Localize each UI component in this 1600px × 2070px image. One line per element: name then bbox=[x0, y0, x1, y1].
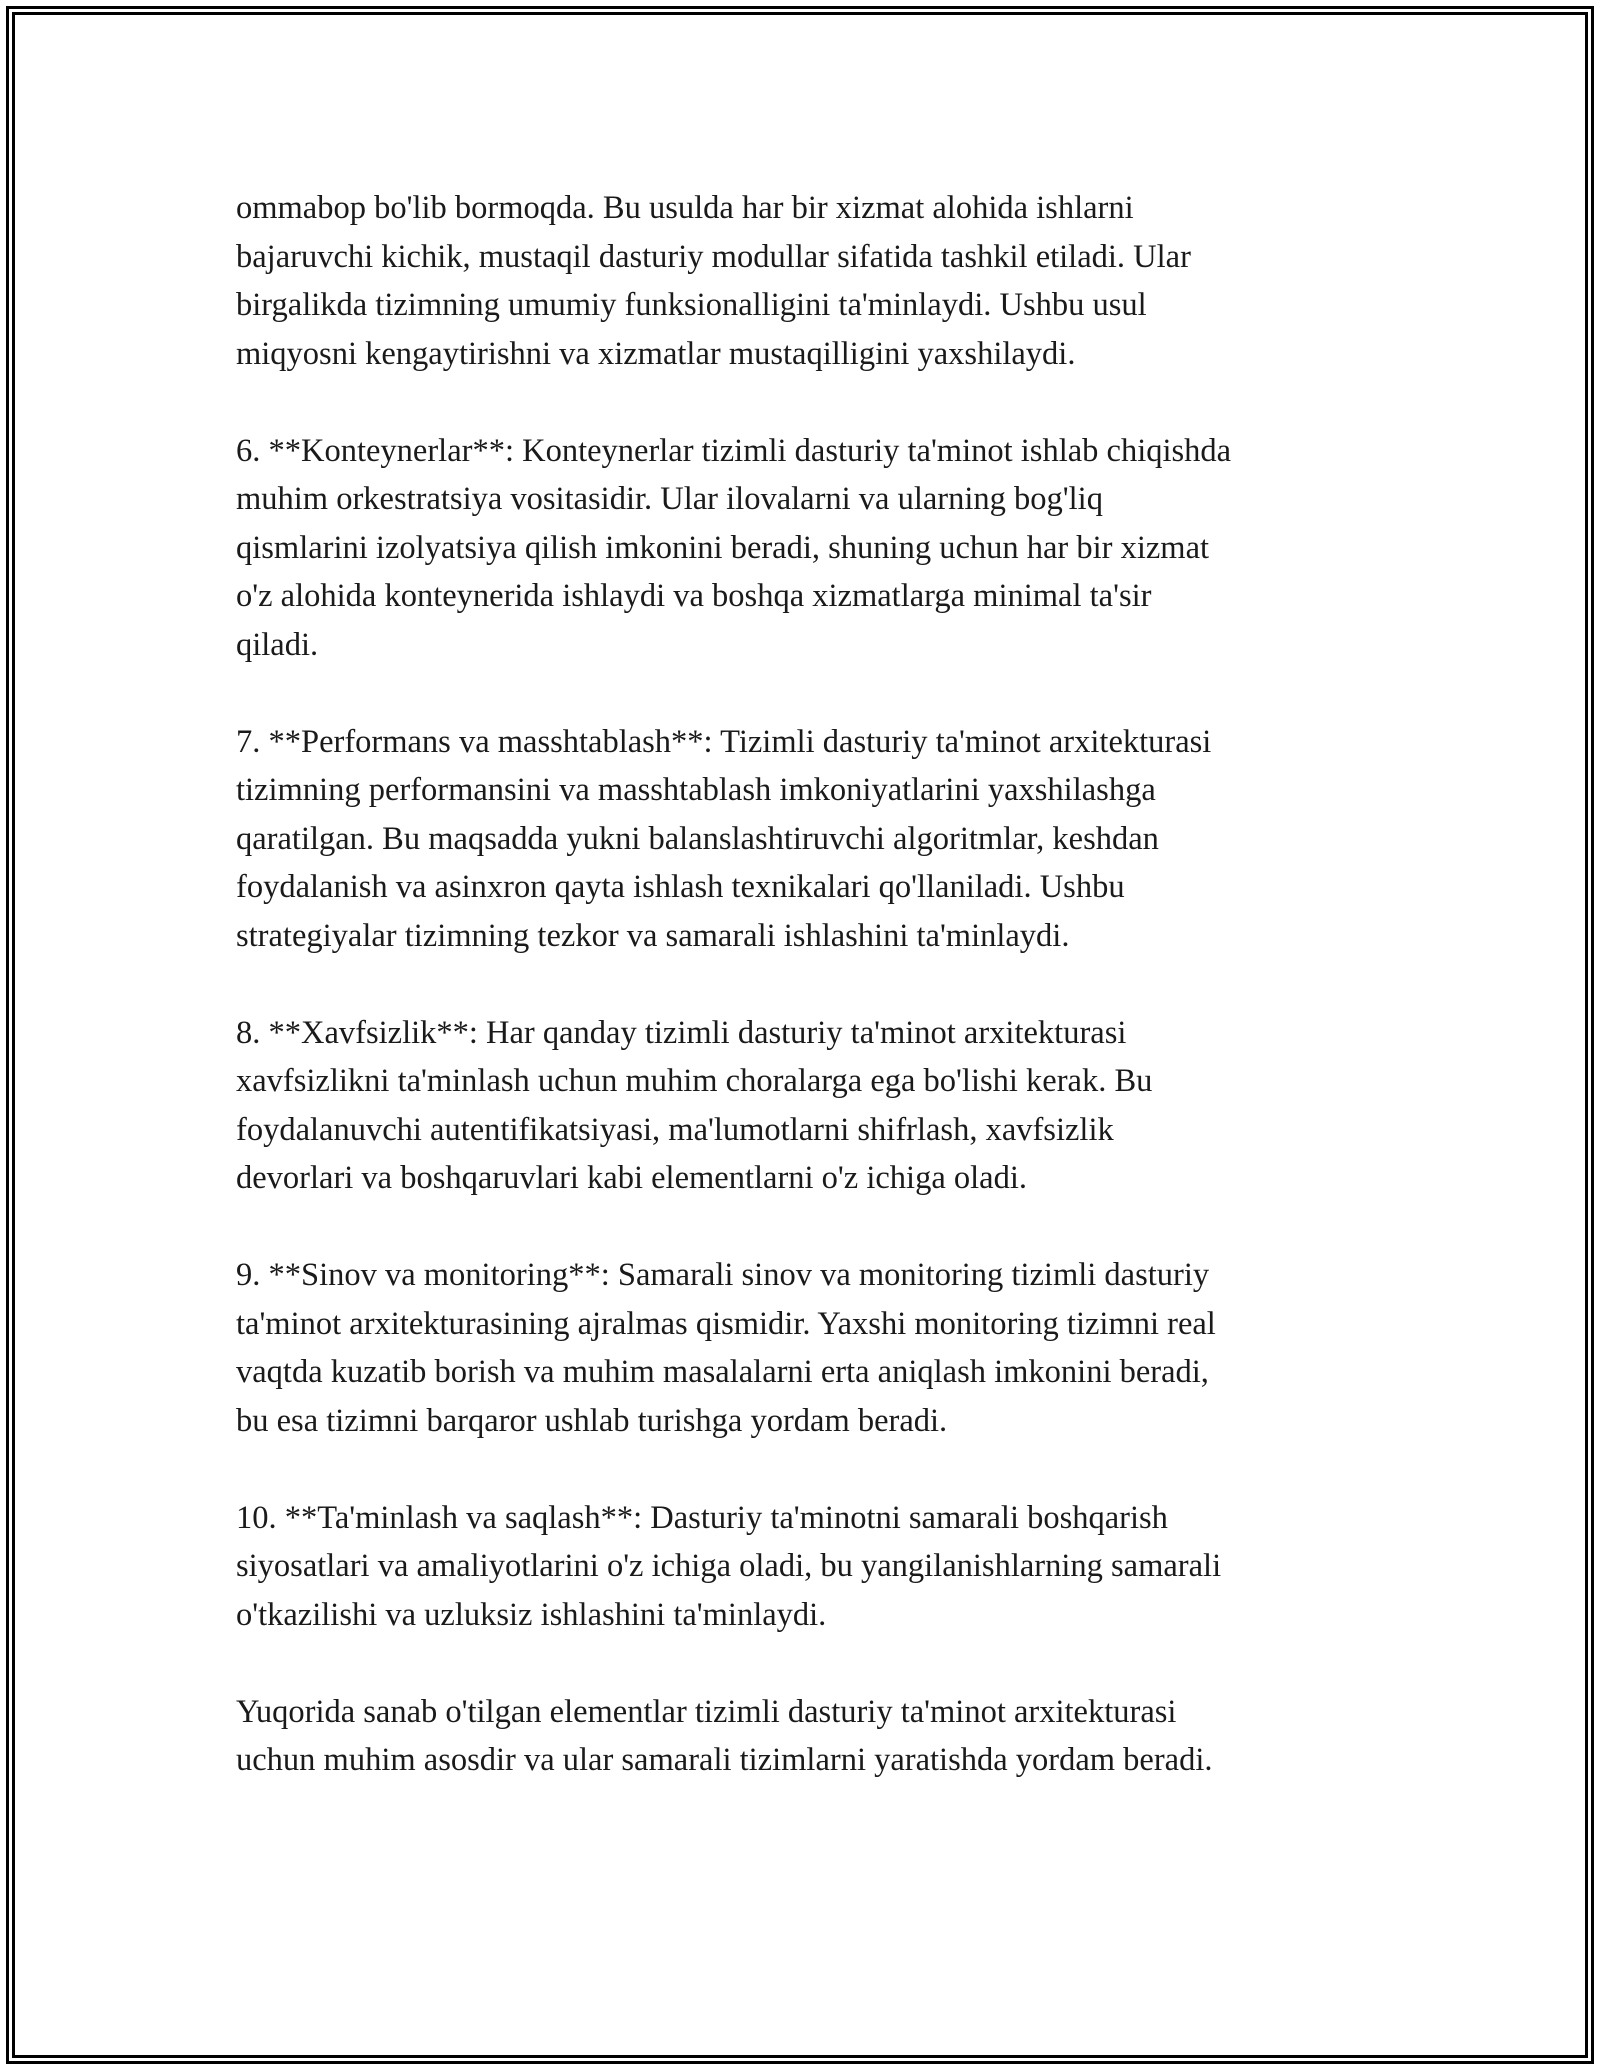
paragraph-testing-monitoring: 9. **Sinov va monitoring**: Samarali sinov va monitoring tizimli dasturiy ta'minot arxitekturasining ajralmas qismidir. Yaxshi monitoring tizimni real vaqtda kuzatib borish va muhim masalalarni erta aniqlash imkonini beradi, bu esa tizimni barqaror ushlab turishga yordam beradi. bbox=[236, 1257, 1216, 1439]
document-body bbox=[236, 184, 1366, 1785]
paragraph-maintenance: 10. **Ta'minlash va saqlash**: Dasturiy ta'minotni samarali boshqarish siyosatlari va amaliyotlarini o'z ichiga oladi, bu yangilanishlarning samarali o'tkazilishi va uzluksiz ishlashini ta'minlaydi. bbox=[236, 1499, 1222, 1633]
paragraph-containers: 6. **Konteynerlar**: Konteynerlar tizimli dasturiy ta'minot ishlab chiqishda muhim orkestratsiya vositasidir. Ular ilovalarni va ularning bog'liq qismlarini izolyatsiya qilish imkonini beradi, shuning uchun har bir xizmat o'z alohida konteynerida ishlaydi va boshqa xizmatlarga minimal ta'sir qiladi. bbox=[236, 432, 1232, 663]
paragraph-microservices-continued: ommabop bo'lib bormoqda. Bu usulda har bir xizmat alohida ishlarni bajaruvchi kichik, mustaqil dasturiy modullar sifatida tashkil etiladi. Ular birgalikda tizimning umumiy funksionalligini ta'minlaydi. Ushbu usul miqyosni kengaytirishni va xizmatlar mustaqilligini yaxshilaydi. bbox=[236, 190, 1191, 372]
paragraph-performance-scaling: 7. **Performans va masshtablash**: Tizimli dasturiy ta'minot arxitekturasi tizimning performansini va masshtablash imkoniyatlarini yaxshilashga qaratilgan. Bu maqsadda yukni balanslashtiruvchi algoritmlar, keshdan foydalanish va asinxron qayta ishlash texnikalari qo'llaniladi. Ushbu strategiyalar tizimning tezkor va samarali ishlashini ta'minlaydi. bbox=[236, 723, 1212, 954]
paragraph-security: 8. **Xavfsizlik**: Har qanday tizimli dasturiy ta'minot arxitekturasi xavfsizlikni ta'minlash uchun muhim choralarga ega bo'lishi kerak. Bu foydalanuvchi autentifikatsiyasi, ma'lumotlarni shifrlash, xavfsizlik devorlari va boshqaruvlari kabi elementlarni o'z ichiga oladi. bbox=[236, 1014, 1153, 1196]
paragraph-conclusion: Yuqorida sanab o'tilgan elementlar tizimli dasturiy ta'minot arxitekturasi uchun muhim asosdir va ular samarali tizimlarni yaratishda yordam beradi. bbox=[236, 1693, 1213, 1778]
